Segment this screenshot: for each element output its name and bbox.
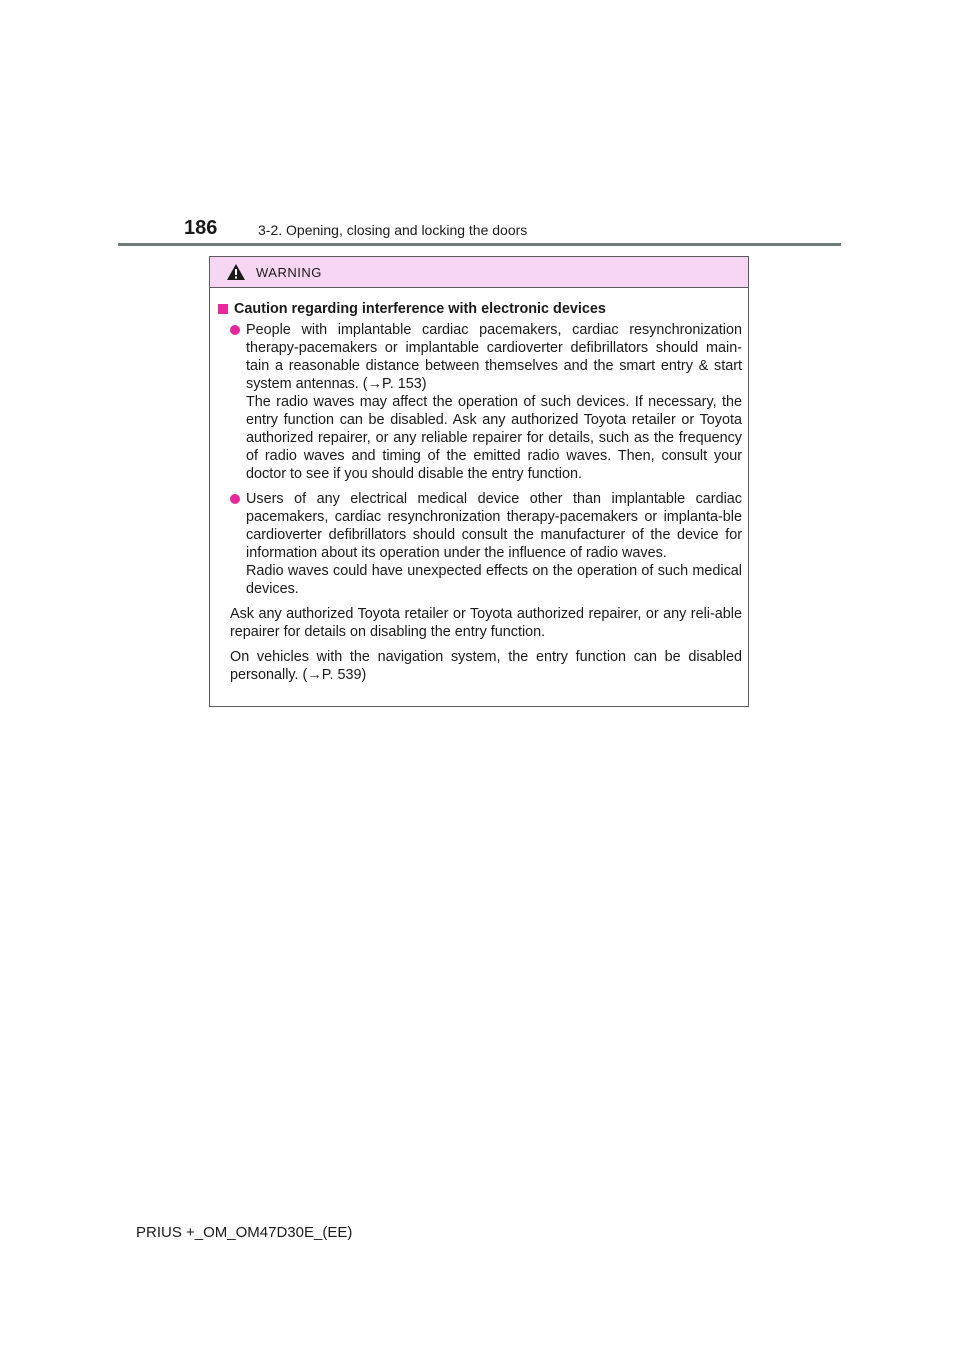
warning-topic [218,300,742,318]
dot-bullet-icon [230,494,240,504]
warning-body [210,288,748,684]
bullet-item [230,490,742,598]
bullet-paragraph: Radio waves could have unexpected effects on the operation of such medical devices. [246,563,742,597]
warning-header [210,257,748,288]
dot-bullet-icon [230,325,240,335]
bullet-paragraph: People with implantable cardiac pacemakers, cardiac resynchronization therapy-pacemakers or implantable cardioverter defibrillators should main-tain a reasonable distance between themselves and the smart entry & start system antennas. (→P. 153) [246,322,742,392]
warning-label: WARNING [256,264,322,280]
warning-topic-title: Caution regarding interference with electronic devices [234,301,606,317]
bullet-paragraph: The radio waves may affect the operation of such devices. If necessary, the entry function can be disabled. Ask any authorized Toyota retailer or Toyota authorized repairer, or any reliable repairer for details, such as the frequency of radio waves and timing of the emitted radio waves. Then, consult your doctor to see if you should disable the entry function. [246,394,742,482]
section-title: 3-2. Opening, closing and locking the doors [258,222,528,238]
bullet-text [246,321,742,483]
warning-paragraph: Ask any authorized Toyota retailer or Toyota authorized repairer, or any reli-able repairer for details on disabling the entry function. [230,606,742,640]
square-bullet-icon [218,304,228,314]
header-rule [118,243,841,246]
page-number: 186 [184,217,218,239]
footer-document-code: PRIUS +_OM_OM47D30E_(EE) [136,1224,353,1241]
bullet-paragraph: Users of any electrical medical device other than implantable cardiac pacemakers, cardiac resynchronization therapy-pacemakers or implanta-ble cardioverter defibrillators should consult the manufacturer of the device for information about its operation under the influence of radio waves. [246,491,742,561]
warning-box [209,256,749,707]
warning-triangle-icon [226,263,246,281]
bullet-item [230,321,742,483]
bullet-text [246,490,742,598]
warning-paragraph: On vehicles with the navigation system, the entry function can be disabled personally. (→P. 539) [230,649,742,683]
